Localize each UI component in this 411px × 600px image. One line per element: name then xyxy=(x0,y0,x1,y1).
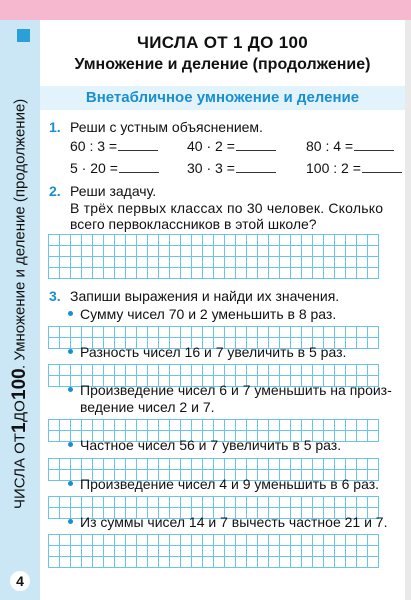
task1-expression xyxy=(70,160,159,176)
side-title-part1: ЧИСЛА ОТ xyxy=(11,432,29,509)
task3-item-text: Сумму чисел 70 и 2 уменьшить в 8 раз. xyxy=(80,306,337,322)
task3-answer-grid[interactable] xyxy=(48,534,379,568)
page-title: ЧИСЛА ОТ 1 ДО 100 xyxy=(137,33,308,52)
task3-item-text: Произведение чисел 6 и 7 уменьшить на произ- xyxy=(80,382,392,398)
task1-expression xyxy=(306,160,402,176)
side-marker-square xyxy=(17,29,30,42)
side-title-part3: . Умножение и деление (продолжение) xyxy=(11,98,29,369)
task3-item-continuation: ведение чисел 2 и 7. xyxy=(80,399,215,415)
bullet-dot xyxy=(68,481,73,486)
side-title-number-1: 1 xyxy=(9,422,30,433)
section-heading: Внетабличное умножение и деление xyxy=(40,86,405,110)
side-running-title xyxy=(5,56,35,551)
answer-blank[interactable] xyxy=(236,138,276,151)
page-number: 4 xyxy=(10,571,30,591)
task3-item xyxy=(68,306,336,322)
answer-blank[interactable] xyxy=(119,160,159,173)
bullet-dot xyxy=(68,442,73,447)
task2-instruction: Реши задачу. xyxy=(70,183,157,199)
answer-blank[interactable] xyxy=(118,138,158,151)
task3-item xyxy=(68,344,346,360)
task1-expression xyxy=(187,138,276,154)
bullet-dot xyxy=(68,311,73,316)
side-title-part2: ДО xyxy=(11,400,29,423)
task3-instruction: Запиши выражения и найди их значения. xyxy=(70,288,340,304)
task1-instruction: Реши с устным объяснением. xyxy=(70,119,263,135)
expression-text: 5 · 20 = xyxy=(70,160,118,176)
task3-item xyxy=(68,514,387,530)
task3-number: 3. xyxy=(49,288,61,304)
expression-text: 80 : 4 = xyxy=(306,138,354,154)
answer-blank[interactable] xyxy=(354,138,394,151)
expression-text: 100 : 2 = xyxy=(306,160,361,176)
task2-text-line1: В трёх первых классах по 30 человек. Сколько xyxy=(70,200,384,216)
top-color-bar xyxy=(0,0,411,20)
answer-blank[interactable] xyxy=(362,160,402,173)
task3-item xyxy=(68,382,392,398)
task3-item xyxy=(68,476,379,492)
bullet-dot xyxy=(68,387,73,392)
task2-text-line2: всего первоклассников в этой школе? xyxy=(70,216,317,232)
task3-item-text: Разность чисел 16 и 7 увеличить в 5 раз. xyxy=(80,344,347,360)
task3-item-text: Частное чисел 56 и 7 увеличить в 5 раз. xyxy=(80,437,342,453)
task3-item xyxy=(68,437,341,453)
answer-blank[interactable] xyxy=(236,160,276,173)
task1-expression xyxy=(306,138,394,154)
task2-answer-grid[interactable] xyxy=(48,234,379,279)
task1-expression xyxy=(70,138,158,154)
task1-number: 1. xyxy=(49,119,61,135)
expression-text: 30 · 3 = xyxy=(187,160,235,176)
task3-item-text: Произведение чисел 4 и 9 уменьшить в 6 раз. xyxy=(80,476,380,492)
bullet-dot xyxy=(68,349,73,354)
side-title-number-100: 100 xyxy=(9,368,30,401)
task1-expression xyxy=(187,160,276,176)
expression-text: 40 · 2 = xyxy=(187,138,235,154)
page-edge-strip xyxy=(405,20,411,600)
task2-number: 2. xyxy=(49,183,61,199)
task3-item-text: Из суммы чисел 14 и 7 вычесть частное 21 и 7. xyxy=(80,514,388,530)
expression-text: 60 : 3 = xyxy=(70,138,118,154)
bullet-dot xyxy=(68,519,73,524)
page-subtitle: Умножение и деление (продолжение) xyxy=(74,56,371,73)
